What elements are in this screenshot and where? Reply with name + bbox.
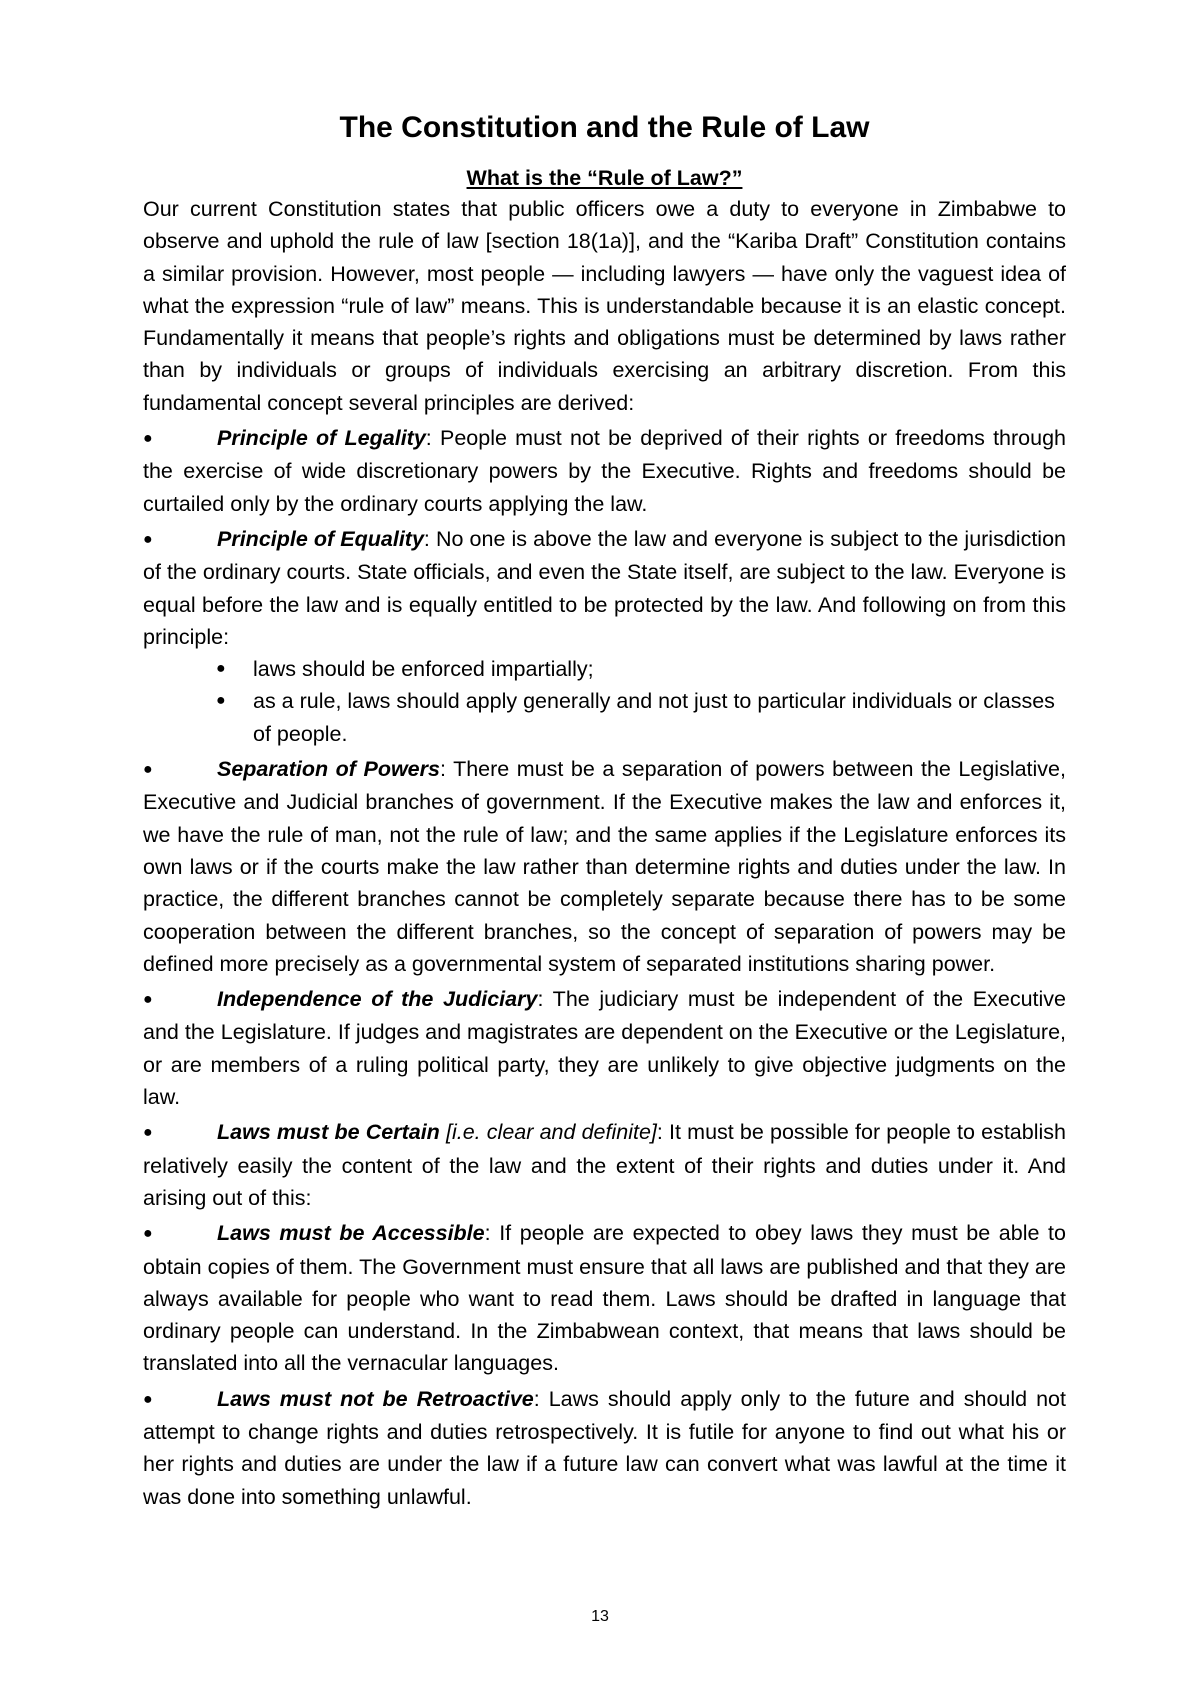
principle-term: Separation of Powers <box>217 757 440 782</box>
document-page <box>143 100 1066 1513</box>
bullet-icon: ● <box>143 1124 153 1142</box>
principle-term: Independence of the Judiciary <box>217 987 538 1012</box>
sub-list-item <box>143 653 1066 685</box>
principle-text: : People must not be deprived of their rights or freedoms through the exercise of wide discretionary powers by the Executive. Rights and freedoms should be curtailed only by the ordinary courts applying the law. <box>143 426 1066 516</box>
principle-term: Laws must be Certain <box>217 1120 440 1145</box>
section-heading: What is the “Rule of Law?” <box>466 166 743 190</box>
principle-item <box>143 983 1066 1113</box>
sub-list-item <box>143 685 1066 750</box>
principle-item <box>143 1116 1066 1214</box>
bullet-icon: ● <box>143 761 153 779</box>
principle-item <box>143 422 1066 520</box>
principles-list <box>143 422 1066 1513</box>
bullet-icon: ● <box>143 1225 153 1243</box>
principle-text: : If people are expected to obey laws they must be able to obtain copies of them. The Government must ensure that all laws are published and that they are always available for people who want to read them. Laws should be drafted in language that ordinary people can understand. In the Zimbabwean context, that means that laws should be translated into all the vernacular languages. <box>143 1221 1066 1376</box>
bullet-icon: ● <box>143 530 153 548</box>
principle-item <box>143 523 1066 653</box>
principle-note: [i.e. clear and definite] <box>439 1120 657 1145</box>
principle-text: : It must be possible for people to establish relatively easily the content of the law and the extent of their rights and duties under it. And arising out of this: <box>143 1120 1066 1210</box>
bullet-icon: ● <box>143 991 153 1009</box>
intro-paragraph: Our current Constitution states that public officers owe a duty to everyone in Zimbabwe to observe and uphold the rule of law [section 18(1a)], and the “Kariba Draft” Constitution contains a similar provision. However, most people — including lawyers — have only the vaguest idea of what the expression “rule of law” means. This is understandable because it is an elastic concept. Fundamentally it means that people’s rights and obligations must be determined by laws rather than by individuals or groups of individuals exercising an arbitrary discretion. From this fundamental concept several principles are derived: <box>143 197 1066 415</box>
sub-list <box>143 653 1066 750</box>
principle-item <box>143 1383 1066 1513</box>
bullet-icon: ● <box>216 692 226 710</box>
principle-text: : There must be a separation of powers between the Legislative, Executive and Judicial branches of government. If the Executive makes the law and enforces it, we have the rule of man, not the rule of law; and the same applies if the Legislature enforces its own laws or if the courts make the law rather than determine rights and duties under the law. In practice, the different branches cannot be completely separate because there has to be some cooperation between the different branches, so the concept of separation of powers may be defined more precisely as a governmental system of separated institutions sharing power. <box>143 757 1066 976</box>
principle-term: Laws must not be Retroactive <box>217 1386 534 1411</box>
sub-list-text: laws should be enforced impartially; <box>253 657 594 682</box>
principle-item <box>143 1217 1066 1379</box>
principle-term: Laws must be Accessible <box>217 1221 485 1246</box>
principle-item <box>143 753 1066 980</box>
page-number: 13 <box>591 1608 609 1625</box>
bullet-icon: ● <box>143 1390 153 1408</box>
principle-text: : No one is above the law and everyone is subject to the jurisdiction of the ordinary courts. State officials, and even the State itself, are subject to the law. Everyone is equal before the law and is equally entitled to be protected by the law. And following on from this principle: <box>143 526 1066 649</box>
principle-term: Principle of Equality <box>217 526 424 551</box>
principle-text: : The judiciary must be independent of the Executive and the Legislature. If judges and magistrates are dependent on the Executive or the Legislature, or are members of a ruling political party, they are unlikely to give objective judgments on the law. <box>143 987 1066 1110</box>
principle-text: : Laws should apply only to the future and should not attempt to change rights and duties retrospectively. It is futile for anyone to find out what his or her rights and duties are under the law if a future law can convert what was lawful at the time it was done into something unlawful. <box>143 1386 1066 1509</box>
principle-term: Principle of Legality <box>217 426 426 451</box>
bullet-icon: ● <box>143 430 153 448</box>
page-title: The Constitution and the Rule of Law <box>339 111 870 144</box>
bullet-icon: ● <box>216 660 226 678</box>
sub-list-text: as a rule, laws should apply generally and not just to particular individuals or classes of people. <box>253 689 1055 746</box>
